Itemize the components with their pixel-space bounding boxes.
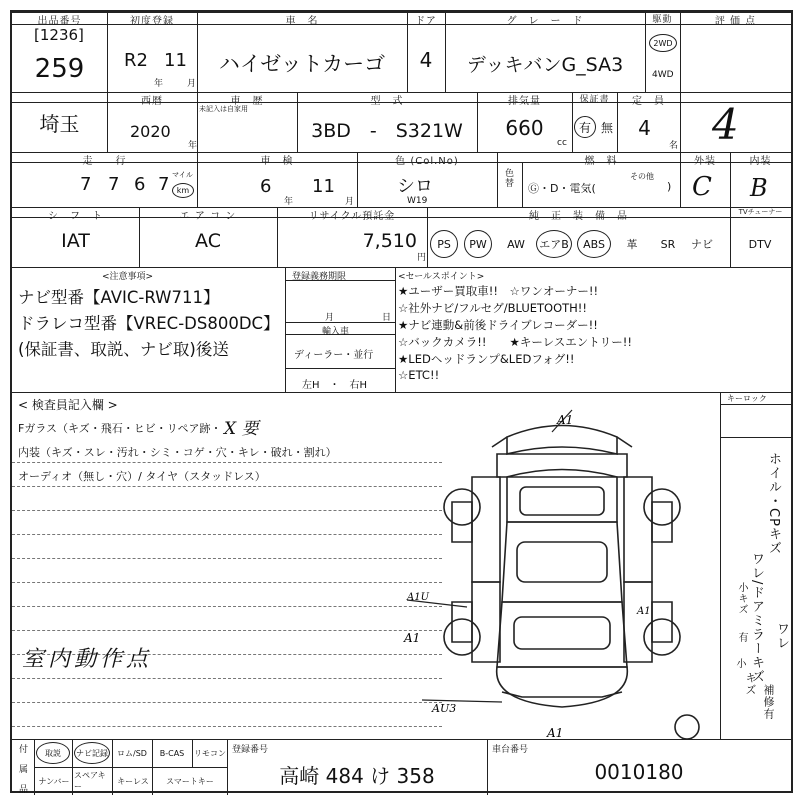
recycle-label: リサイクル預託金	[308, 211, 396, 222]
fuel-other: その他	[630, 172, 654, 181]
frame-no: 0010180	[594, 760, 684, 784]
year-unit-2: 年	[188, 141, 198, 151]
fglass-x-mark: X 要	[224, 419, 259, 439]
region: 埼玉	[39, 112, 80, 136]
inspection-year: 6	[260, 176, 272, 197]
equip-navi: ナビ	[691, 238, 713, 251]
month-unit: 月	[187, 79, 197, 89]
legend-col-1: ホイル・CPキズ	[766, 452, 781, 555]
inspection-sheet	[10, 10, 793, 793]
model-year-label: 西暦	[141, 96, 163, 107]
capacity-label: 定 員	[632, 96, 665, 107]
legend-col-3b: 有	[736, 632, 747, 643]
acc-remote: リモコン	[194, 748, 226, 758]
mileage-digit-2: 7	[108, 174, 120, 195]
exterior-label: 外装	[694, 156, 716, 167]
first-reg-label: 初度登録	[130, 16, 174, 27]
acc-number: ナンバー	[38, 776, 70, 786]
drive-2wd: 2WD	[649, 34, 677, 52]
reg-month-unit: 月	[325, 313, 335, 323]
reg-no-label: 登録番号	[232, 745, 269, 755]
repaint-label: 色替	[503, 168, 513, 188]
car-name: ハイゼットカーゴ	[218, 52, 386, 76]
color: シロ	[397, 176, 433, 197]
equip-dtv: DTV	[748, 237, 772, 251]
displacement: 660	[505, 116, 544, 140]
acc-smart-key: スマートキー	[166, 776, 214, 786]
mark-a1-top: A1	[557, 413, 574, 427]
inspection-month: 11	[312, 176, 335, 197]
equip-aw: AW	[507, 237, 525, 251]
warranty-no: 無	[600, 120, 613, 135]
equip-abs: ABS	[577, 230, 611, 258]
mileage-digit-3: 6	[134, 174, 146, 195]
acc-rom-sd: ロム/SD	[117, 748, 147, 758]
mileage-digit-4: 7	[158, 174, 170, 195]
frame-label: 車台番号	[492, 745, 529, 755]
equip-label: 純 正 装 備 品	[529, 211, 628, 222]
model-year: 2020	[130, 122, 171, 141]
mark-a1u: A1U	[407, 592, 430, 603]
tv-label: TVチューナー	[738, 208, 783, 216]
equip-ps: PS	[430, 230, 458, 258]
note-line-3: (保証書、取説、ナビ取)後送	[18, 340, 229, 359]
warranty-yes: 有	[574, 116, 596, 138]
mileage-digit-1: 7	[80, 174, 92, 195]
capacity: 4	[638, 116, 651, 140]
legend-col-2: ワレ/ドアミラーキズ	[749, 552, 764, 684]
grade-label: グ レ ー ド	[506, 16, 584, 27]
fuel-label: 燃 料	[584, 156, 618, 167]
mark-a1-left: A1	[404, 631, 421, 645]
accessory-label: 付 属 品	[17, 744, 27, 794]
sale-line-6: ☆ETC!!	[398, 368, 440, 382]
ac: AC	[195, 230, 221, 252]
legend-col-3a: 小キズ	[736, 582, 747, 615]
interior-grade: B	[750, 174, 768, 202]
lot-code: [1236]	[34, 26, 84, 44]
month-unit-3: 月	[345, 197, 355, 207]
equip-airbag: エアB	[536, 230, 572, 258]
grade: デッキバンG_SA3	[466, 54, 624, 76]
inspector-title: < 検査員記入欄 >	[18, 398, 118, 412]
drive-label: 駆動	[652, 15, 673, 25]
sale-line-1: ★ユーザー買取車!! ☆ワンオーナー!!	[398, 284, 599, 298]
inspector-line-2: 内装（キズ・スレ・汚れ・シミ・コゲ・穴・キレ・破れ・割れ）	[18, 446, 337, 459]
lot-label: 出品番号	[37, 16, 82, 27]
mileage-unit-km: km	[172, 183, 194, 198]
score-label: 評 価 点	[714, 16, 757, 27]
year-unit: 年	[154, 79, 164, 89]
inspection-label: 車 検	[260, 156, 294, 167]
sale-line-5: ★LEDヘッドランプ&LEDフォグ!!	[398, 352, 575, 366]
acc-manual: 取説	[36, 742, 70, 764]
steering-option: 左H ・ 右H	[302, 380, 368, 391]
mileage-unit-mile: マイル	[172, 171, 193, 179]
fuel-close: )	[667, 180, 672, 193]
mark-a1-bottom: A1	[547, 726, 564, 740]
shift: IAT	[61, 230, 90, 252]
mileage-label: 走 行	[82, 156, 127, 167]
reg-no: 高崎 484 け 358	[279, 764, 435, 788]
acc-spare-key: スペアキー	[74, 771, 106, 791]
equip-leather: 革	[626, 238, 638, 251]
displacement-label: 排気量	[508, 96, 541, 107]
shift-label: シ フ ト	[48, 211, 103, 222]
yen-unit: 円	[417, 253, 427, 263]
type-label: 型 式	[370, 96, 404, 107]
exterior-grade: C	[692, 172, 712, 202]
equip-pw: PW	[464, 230, 492, 258]
legend-col-3c: ワレ	[774, 622, 789, 650]
recycle-fee: 7,510	[362, 230, 417, 252]
fuel-options: Ⓖ・D・電気(	[528, 182, 596, 195]
capacity-unit: 名	[669, 141, 679, 151]
color-label: 色 (Col.No)	[395, 156, 459, 167]
dealer-option: ディーラー・並行	[294, 350, 374, 361]
car-diagram	[404, 402, 712, 740]
drive-4wd: 4WD	[652, 70, 674, 80]
sale-line-3: ★ナビ連動&前後ドライブレコーダー!!	[398, 318, 598, 332]
door-count: 4	[419, 48, 433, 72]
interior-label: 内装	[749, 156, 772, 167]
legend-col-4a: 小	[734, 658, 745, 669]
legend-col-4b: キズ	[744, 672, 757, 696]
warranty-label: 保証書	[579, 95, 610, 105]
reg-day-unit: 日	[382, 313, 392, 323]
car-name-label: 車 名	[285, 16, 319, 27]
acc-keyless: キーレス	[117, 776, 149, 786]
first-reg-era: R2	[124, 50, 148, 71]
key-lock-label: キーロック	[727, 394, 767, 403]
history-label: 車 歴	[230, 96, 264, 107]
first-reg-month: 11	[164, 50, 187, 71]
sales-label: <セールスポイント>	[398, 272, 485, 282]
cc-unit: cc	[557, 138, 567, 148]
import-label: 輸入車	[322, 327, 350, 337]
door-label: ドア	[415, 16, 437, 27]
equip-sr: SR	[660, 237, 676, 251]
inspector-line-3: オーディオ（無し・穴）/ タイヤ（スタッドレス）	[18, 470, 266, 483]
ac-label: エ ア コ ン	[179, 211, 237, 222]
sale-line-4: ☆バックカメラ!! ★キーレスエントリー!!	[398, 335, 632, 349]
mark-a1-right: A1	[637, 606, 651, 617]
handwritten-note: 室内動作点	[22, 647, 153, 672]
color-code: W19	[407, 196, 428, 206]
acc-bcas: B-CAS	[159, 748, 185, 758]
notes-label: <注意事項>	[102, 272, 154, 282]
inspector-line-1: Fガラス（キズ・飛石・ヒビ・リペア跡・	[18, 422, 222, 435]
history-sub: 未記入は自家用	[199, 105, 248, 113]
year-unit-3: 年	[284, 197, 294, 207]
lot-number: 259	[34, 54, 85, 84]
acc-navi-record: ナビ記録	[74, 742, 110, 764]
legend-col-5: 補修有	[762, 684, 775, 720]
type-code: 3BD - S321W	[311, 120, 463, 142]
score-handwritten: 4	[712, 100, 739, 149]
note-line-2: ドラレコ型番【VREC-DS800DC】	[18, 314, 280, 333]
registration-label: 登録義務期限	[292, 272, 347, 282]
sale-line-2: ☆社外ナビ/フルセグ/BLUETOOTH!!	[398, 301, 588, 315]
mark-au3: AU3	[432, 702, 457, 715]
note-line-1: ナビ型番【AVIC-RW711】	[18, 288, 220, 307]
